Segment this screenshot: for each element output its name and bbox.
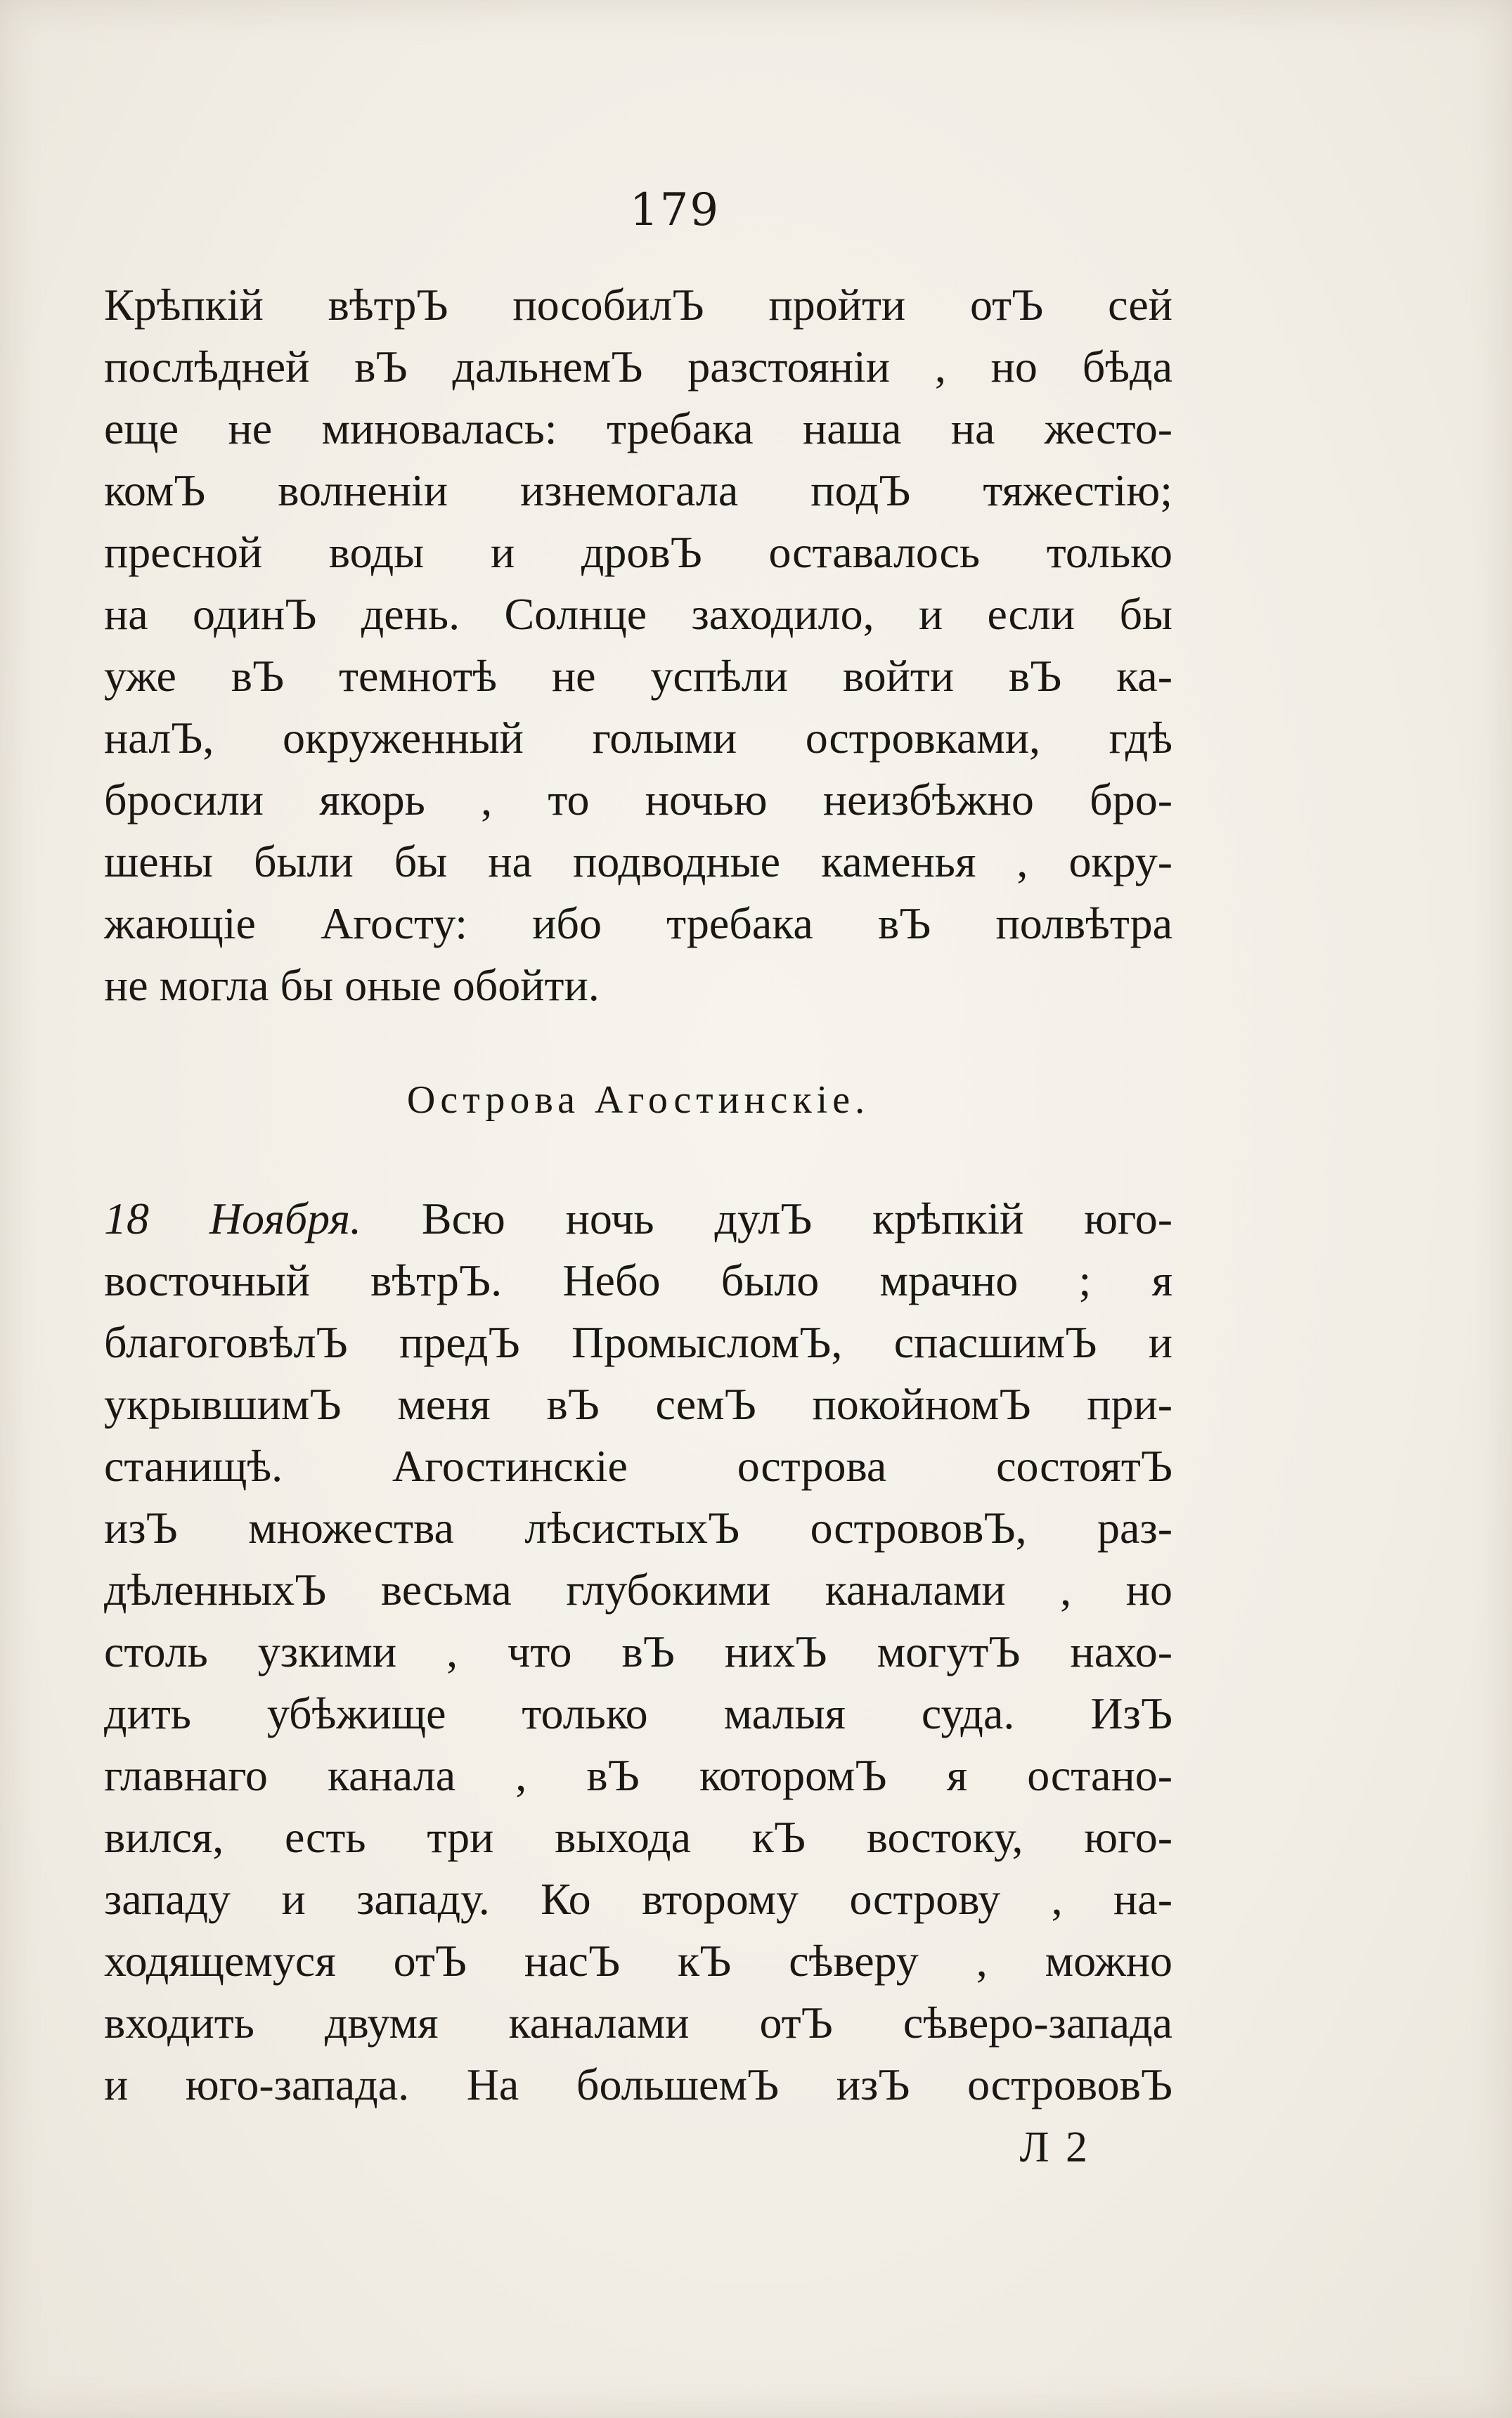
- text-line: не могла бы оные обойти.: [104, 960, 600, 1010]
- text-line: шены были бы на подводные каменья , окру-: [104, 836, 1172, 886]
- text-line-first: [104, 1188, 1172, 1250]
- text-line: уже вЪ темнотѣ не успѣли войти вЪ ка-: [104, 651, 1172, 701]
- text-line: пресной воды и дровЪ оставалось только: [104, 527, 1172, 577]
- text-line: бросили якорь , то ночью неизбѣжно бро-: [104, 775, 1172, 825]
- section-heading: Острова Агостинскіе.: [406, 1078, 870, 1122]
- page-number: 179: [629, 184, 721, 236]
- text-line: благоговѣлЪ предЪ ПромысломЪ, спасшимЪ и: [104, 1317, 1172, 1367]
- text-line: вился, есть три выхода кЪ востоку, юго-: [104, 1812, 1172, 1862]
- text-line: послѣдней вЪ дальнемЪ разстояніи , но бѣда: [104, 342, 1172, 392]
- text-line: на одинЪ день. Солнце заходило, и если бы: [104, 589, 1172, 639]
- text-line: дѣленныхЪ весьма глубокими каналами , но: [104, 1565, 1172, 1615]
- date-label: 18 Ноября.: [104, 1194, 362, 1243]
- text-line: Крѣпкій вѣтрЪ пособилЪ пройти отЪ сей: [104, 280, 1172, 330]
- text-line: ходящемуся отЪ насЪ кЪ сѣверу , можно: [104, 1936, 1172, 1986]
- paragraph-islands: [104, 1188, 1172, 2116]
- text-line: дить убѣжище только малыя суда. ИзЪ: [104, 1688, 1172, 1738]
- text-line: столь узкими , что вЪ нихЪ могутЪ нахо-: [104, 1627, 1172, 1676]
- text-line: укрывшимЪ меня вЪ семЪ покойномЪ при-: [104, 1379, 1172, 1429]
- signature-mark: Л 2: [1019, 2123, 1090, 2171]
- text-line: главнаго канала , вЪ которомЪ я остано-: [104, 1750, 1172, 1800]
- text-line: западу и западу. Ко второму острову , на-: [104, 1874, 1172, 1924]
- text-line: входить двумя каналами отЪ сѣверо-запада: [104, 1998, 1172, 2048]
- paragraph-voyage: [104, 274, 1172, 1016]
- text-line: станищѣ. Агостинскіе острова состоятЪ: [104, 1441, 1172, 1491]
- text-line: еще не миновалась: требака наша на жесто-: [104, 403, 1172, 453]
- text-line: и юго-запада. На большемЪ изЪ острововЪ: [104, 2060, 1172, 2109]
- first-line-rest: Всю ночь дулЪ крѣпкій юго-: [421, 1194, 1172, 1243]
- text-line: налЪ, окруженный голыми островками, гдѣ: [104, 713, 1172, 763]
- text-line: комЪ волненіи изнемогала подЪ тяжестію;: [104, 465, 1172, 515]
- text-line: изЪ множества лѣсистыхЪ острововЪ, раз-: [104, 1503, 1172, 1553]
- text-line: жающіе Агосту: ибо требака вЪ полвѣтра: [104, 898, 1172, 948]
- text-line: восточный вѣтрЪ. Небо было мрачно ; я: [104, 1255, 1172, 1305]
